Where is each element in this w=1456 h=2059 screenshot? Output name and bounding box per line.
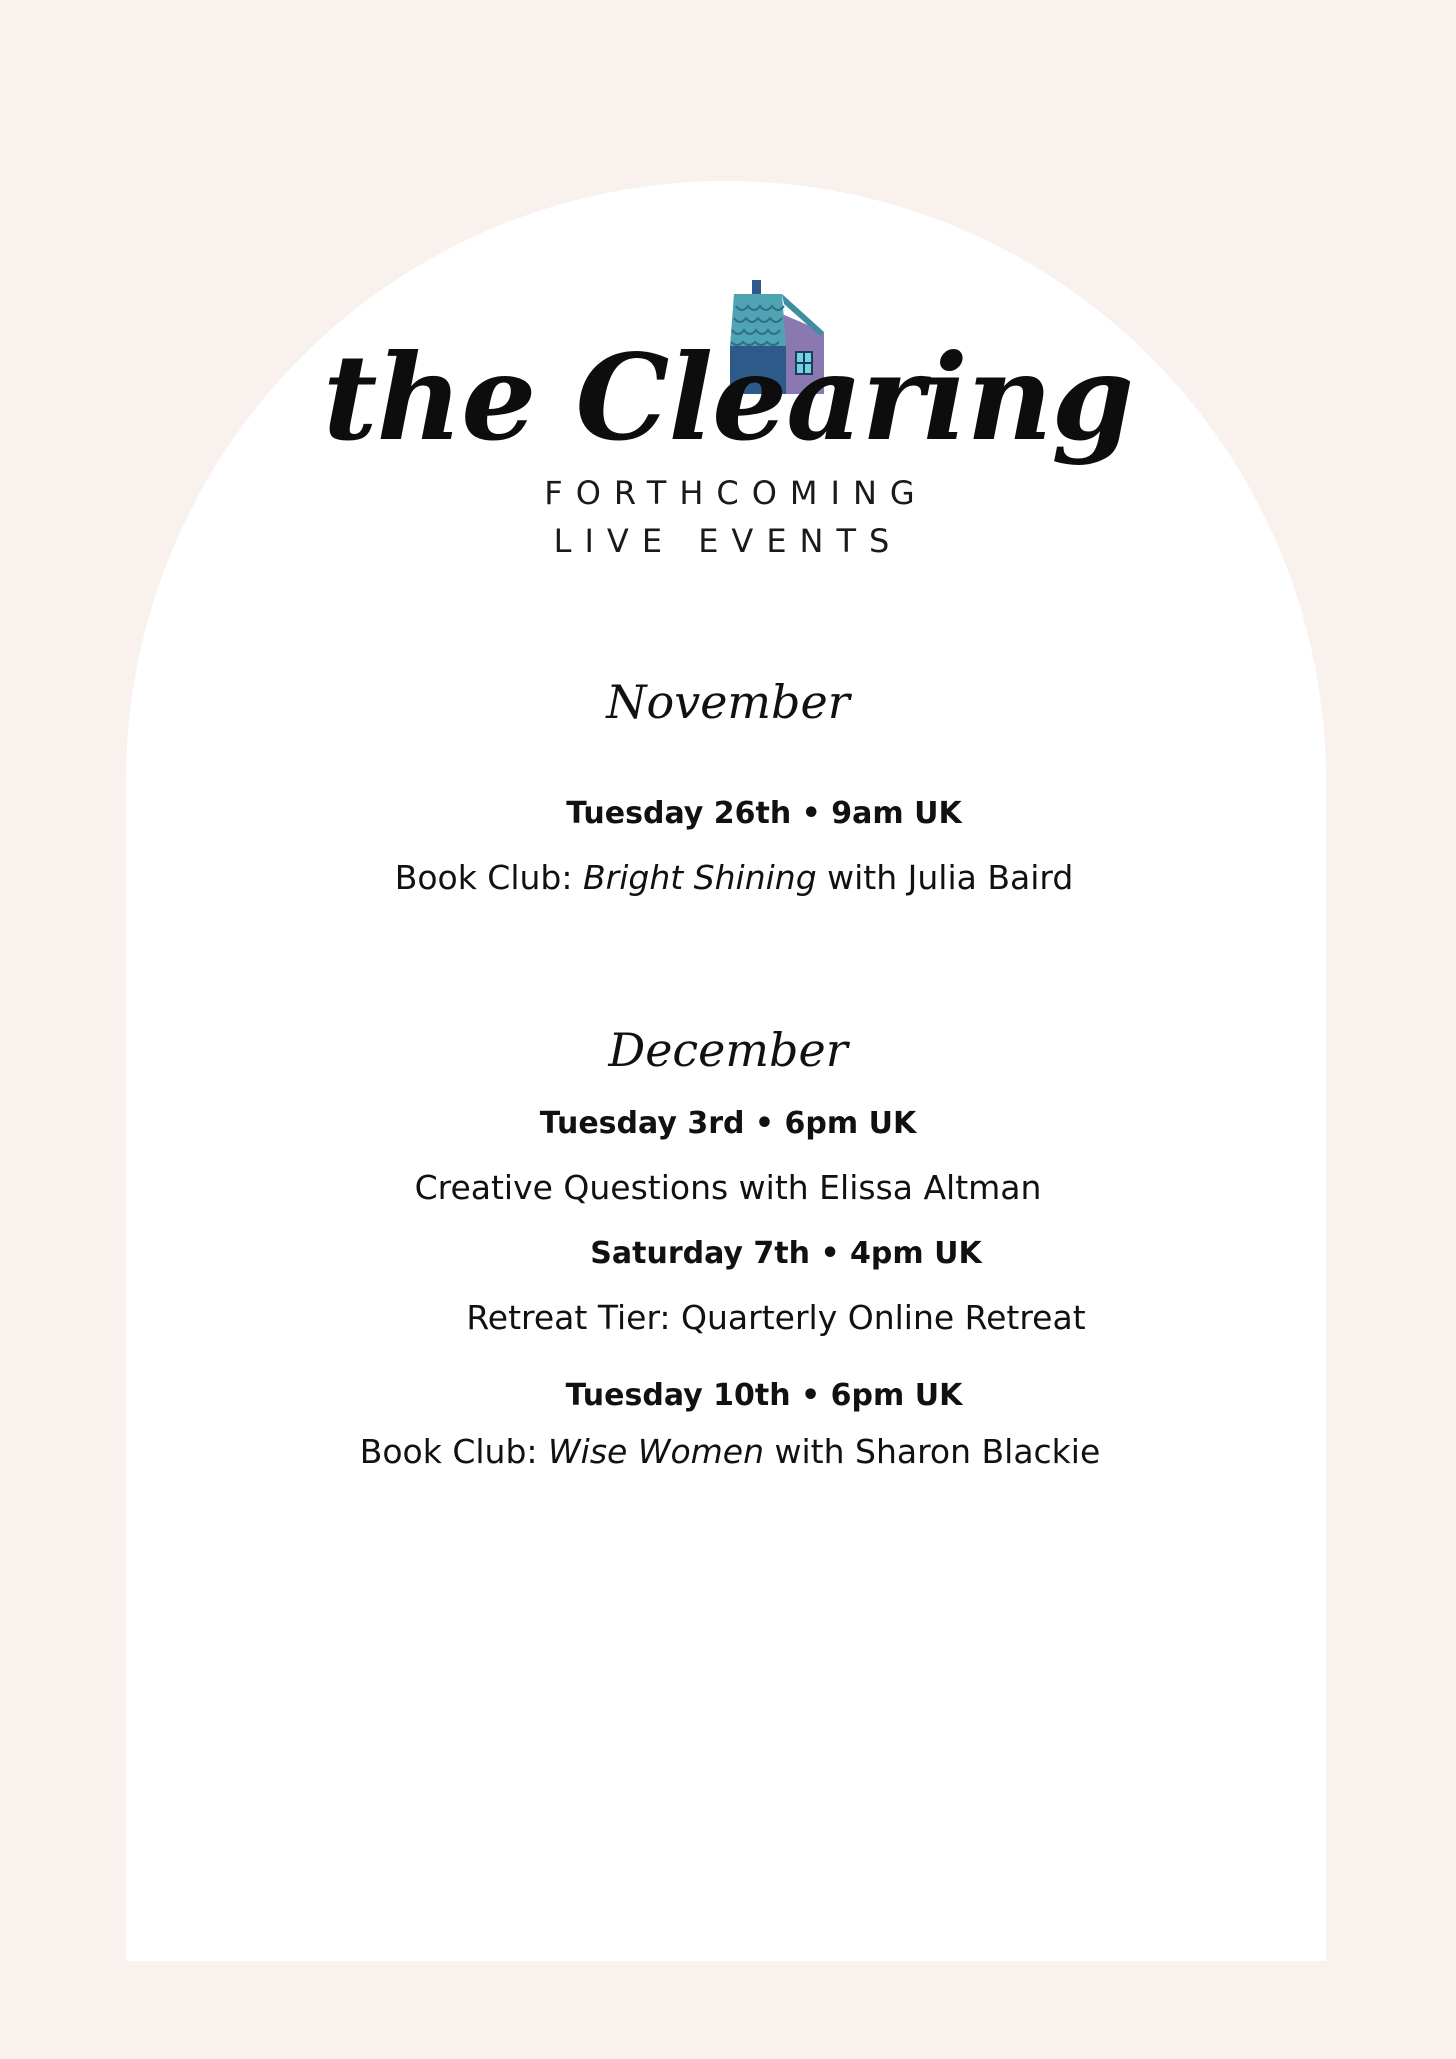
event-description [0,856,1456,900]
event-datetime: Tuesday 10th • 6pm UK [565,1378,963,1413]
event-description-suffix: with Sharon Blackie [764,1432,1101,1471]
event-title: Bright Shining [583,858,817,897]
month-heading-november: November [606,675,850,729]
event-description: Creative Questions with Elissa Altman [414,1168,1042,1207]
tagline-forthcoming: FORTHCOMING [544,474,928,512]
event-description-prefix: Book Club: [394,858,583,897]
event-description: Retreat Tier: Quarterly Online Retreat [466,1298,1086,1337]
event-description-suffix: with Julia Baird [816,858,1074,897]
logo [0,0,1456,500]
event-datetime: Tuesday 26th • 9am UK [566,796,962,831]
event-description-prefix: Book Club: [359,1432,549,1471]
event-datetime: Tuesday 3rd • 6pm UK [539,1106,917,1141]
tagline-live-events: LIVE EVENTS [553,522,903,560]
logo-wordmark: the Clearing [322,328,1134,467]
month-heading-december: December [608,1023,848,1077]
event-description [0,1430,1456,1474]
event-datetime: Saturday 7th • 4pm UK [590,1236,982,1271]
event-title: Wise Women [548,1432,764,1471]
